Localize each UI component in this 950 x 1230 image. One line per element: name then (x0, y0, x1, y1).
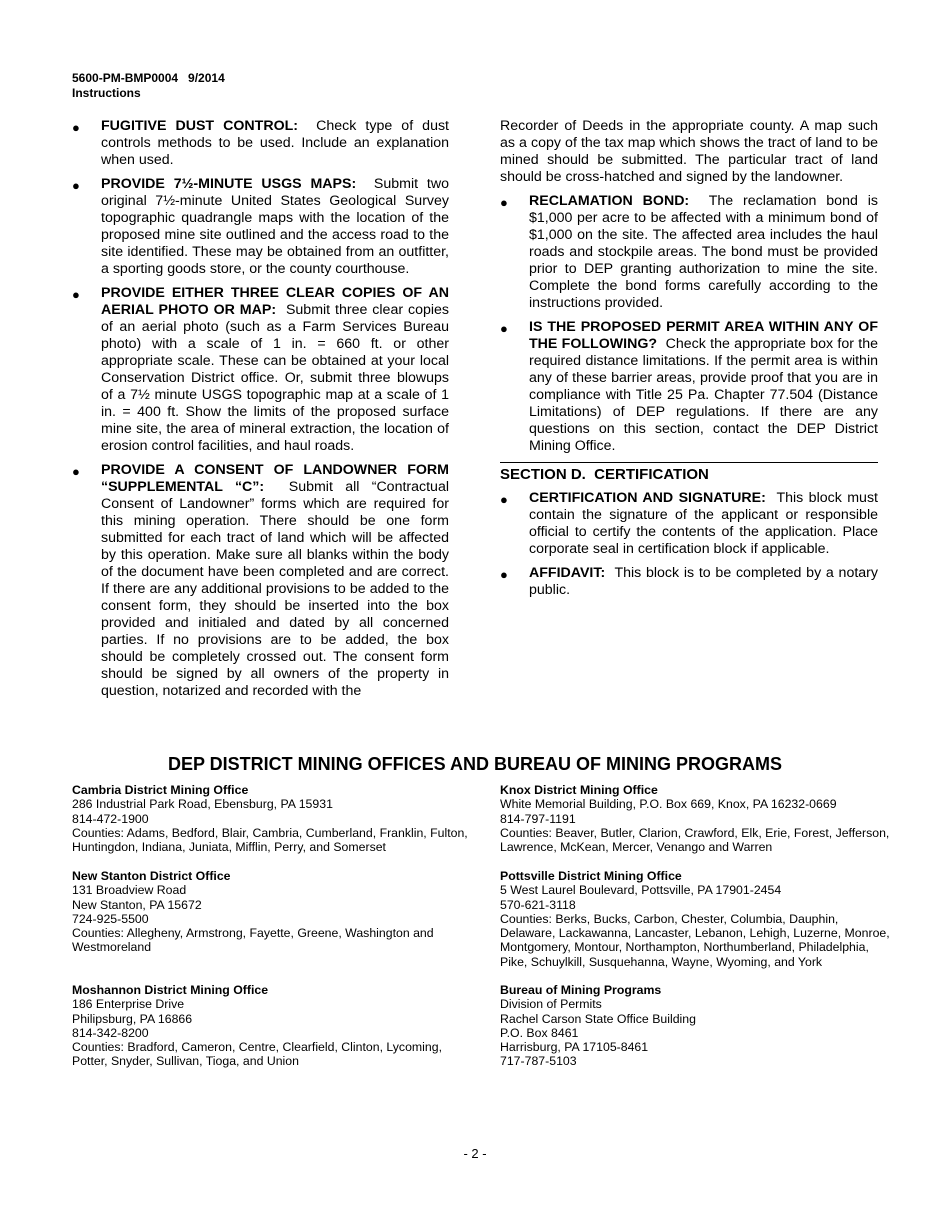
bullet-reclamation-bond (500, 193, 878, 312)
bullet-text: Submit two original 7½-minute United States Geological Survey topographic quadrangle maps with the location of the proposed mine site outlined and the access road to the site identified. These may be obtained from an outfitter, a sporting goods store, or the county courthouse. (101, 176, 449, 277)
bullet-certification (500, 490, 878, 558)
office-line: Counties: Bradford, Cameron, Centre, Clearfield, Clinton, Lycoming, (72, 1040, 442, 1055)
office-name: Cambria District Mining Office (72, 783, 249, 797)
form-number: 5600-PM-BMP0004 9/2014 (72, 71, 225, 85)
left-column (72, 118, 449, 707)
bullet-icon: ● (500, 567, 508, 582)
office-name: Bureau of Mining Programs (500, 983, 662, 997)
office-line: White Memorial Building, P.O. Box 669, Knox, PA 16232-0669 (500, 797, 837, 812)
office-moshannon (72, 983, 442, 1069)
page-number: - 2 - (463, 1146, 487, 1161)
office-line: 814-797-1191 (500, 811, 576, 826)
bullet-label: RECLAMATION BOND: (529, 193, 690, 209)
bullet-icon: ● (72, 178, 80, 193)
bullet-icon: ● (72, 120, 80, 135)
right-column (500, 118, 878, 606)
document-header (72, 71, 225, 101)
header-subtitle: Instructions (72, 86, 141, 100)
office-line: 814-342-8200 (72, 1025, 149, 1040)
office-new-stanton (72, 869, 434, 955)
bullet-icon: ● (500, 492, 508, 507)
bullet-affidavit (500, 565, 878, 599)
office-line: Pike, Schuylkill, Susquehanna, Wayne, Wyoming, and York (500, 954, 823, 969)
bullet-text: Submit three clear copies of an aerial photo (such as a Farm Services Bureau photo) with a scale of 1 in. = 660 ft. or other appropriate scale. These can be obtained at your local Conservation District office. Or, submit three blowups of a 7½ minute USGS topographic map at a scale of 1 in. = 400 ft. Show the limits of the proposed surface mine site, the area of mineral extraction, the location of erosion control facilities, and haul roads. (101, 302, 449, 454)
bullet-usgs-maps (72, 176, 449, 278)
bullet-icon: ● (72, 287, 80, 302)
bullet-text: Check type of dust controls methods to be used. Include an explanation when used. (101, 118, 450, 168)
office-name: Knox District Mining Office (500, 783, 658, 797)
bullet-label: IS THE PROPOSED PERMIT AREA WITHIN ANY OF THE FOLLOWING? (529, 319, 878, 352)
office-cambria (72, 783, 468, 854)
office-line: Counties: Beaver, Butler, Clarion, Crawford, Elk, Erie, Forest, Jefferson, (500, 825, 890, 840)
office-line: New Stanton, PA 15672 (72, 897, 202, 912)
bullet-fugitive-dust (72, 118, 449, 169)
office-line: Counties: Adams, Bedford, Blair, Cambria, Cumberland, Franklin, Fulton, (72, 825, 468, 840)
office-line: Rachel Carson State Office Building (500, 1011, 696, 1026)
office-line: P.O. Box 8461 (500, 1025, 579, 1040)
office-line: Delaware, Lackawanna, Lancaster, Lebanon, Lehigh, Luzerne, Monroe, (500, 926, 890, 941)
bullet-label: AFFIDAVIT: (529, 565, 606, 581)
office-line: Counties: Allegheny, Armstrong, Fayette, Greene, Washington and (72, 926, 434, 941)
bullet-icon: ● (72, 464, 80, 479)
bullet-label: PROVIDE EITHER THREE CLEAR COPIES OF AN AERIAL PHOTO OR MAP: (101, 285, 449, 318)
bullet-text: This block is to be completed by a notary public. (529, 565, 878, 598)
bullet-icon: ● (500, 321, 508, 336)
bullet-aerial-photo (72, 285, 449, 455)
office-name: Pottsville District Mining Office (500, 869, 682, 883)
office-line: 814-472-1900 (72, 811, 149, 826)
bullet-label: FUGITIVE DUST CONTROL: (101, 118, 299, 134)
office-name: Moshannon District Mining Office (72, 983, 269, 997)
office-line: Huntingdon, Indiana, Juniata, Mifflin, Perry, and Somerset (72, 840, 386, 855)
office-line: Potter, Snyder, Sullivan, Tioga, and Union (72, 1054, 299, 1069)
bullet-icon: ● (500, 195, 508, 210)
bullet-label: PROVIDE A CONSENT OF LANDOWNER FORM “SUPPLEMENTAL “C”: (101, 462, 449, 495)
section-d-title: SECTION D. CERTIFICATION (500, 462, 878, 484)
office-line: Division of Permits (500, 997, 602, 1012)
offices-title: DEP DISTRICT MINING OFFICES AND BUREAU OF MINING PROGRAMS (167, 754, 782, 774)
office-line: 717-787-5103 (500, 1054, 577, 1069)
office-line: 724-925-5500 (72, 911, 149, 926)
bullet-label: PROVIDE 7½-MINUTE USGS MAPS: (101, 176, 357, 192)
bullet-text: Submit all “Contractual Consent of Landowner” forms which are required for this mining operation. There should be one form submitted for each tract of land which will be affected by this operation. Make sure all blanks within the body of the document have been completed and are correct. If there are any additional provisions to be added to the consent form, they should be inserted into the box provided and initialed and dated by all concerned parties. If no provisions are to be added, the box should be completely crossed out. The consent form should be signed by all owners of the property in question, notarized and recorded with the (101, 479, 449, 699)
office-pottsville (500, 869, 890, 969)
bullet-consent-landowner (72, 462, 449, 700)
office-bureau (500, 983, 696, 1069)
office-line: Philipsburg, PA 16866 (72, 1011, 193, 1026)
bullet-label: CERTIFICATION AND SIGNATURE: (529, 490, 766, 506)
office-line: Counties: Berks, Bucks, Carbon, Chester, Columbia, Dauphin, (500, 911, 839, 926)
office-name: New Stanton District Office (72, 869, 231, 883)
office-line: 5 West Laurel Boulevard, Pottsville, PA 17901-2454 (500, 883, 782, 898)
bullet-permit-area (500, 319, 878, 455)
office-line: Lawrence, McKean, Mercer, Venango and Warren (500, 840, 773, 855)
bullet-text: The reclamation bond is $1,000 per acre to be affected with a minimum bond of $1,000 on the site. The affected area includes the haul roads and stockpile areas. The bond must be provided prior to DEP granting authorization to mine the site. Complete the bond forms carefully according to the instructions provided. (529, 193, 878, 311)
bullet-text: Check the appropriate box for the required distance limitations. If the permit area is within any of these barrier areas, provide proof that you are in compliance with Title 25 Pa. Chapter 77.504 (Distance Limitations) of DEP regulations. If there are any questions on this section, contact the DEP District Mining Office. (529, 336, 879, 454)
office-line: Montgomery, Montour, Northampton, Northumberland, Philadelphia, (500, 940, 869, 955)
office-line: 570-621-3118 (500, 897, 576, 912)
office-line: 186 Enterprise Drive (72, 997, 185, 1012)
office-line: Harrisburg, PA 17105-8461 (500, 1040, 649, 1055)
office-line: Westmoreland (72, 940, 152, 955)
office-knox (500, 783, 889, 854)
bullet-text: This block must contain the signature of the applicant or responsible official to certify the contents of the application. Place corporate seal in certification block if applicable. (529, 490, 878, 557)
office-line: 131 Broadview Road (72, 883, 187, 898)
continuation-paragraph: Recorder of Deeds in the appropriate county. A map such as a copy of the tax map which shows the tract of land to be mined should be submitted. The particular tract of land should be cross-hatched and signed by the landowner. (500, 118, 878, 185)
office-line: 286 Industrial Park Road, Ebensburg, PA 15931 (72, 797, 333, 812)
